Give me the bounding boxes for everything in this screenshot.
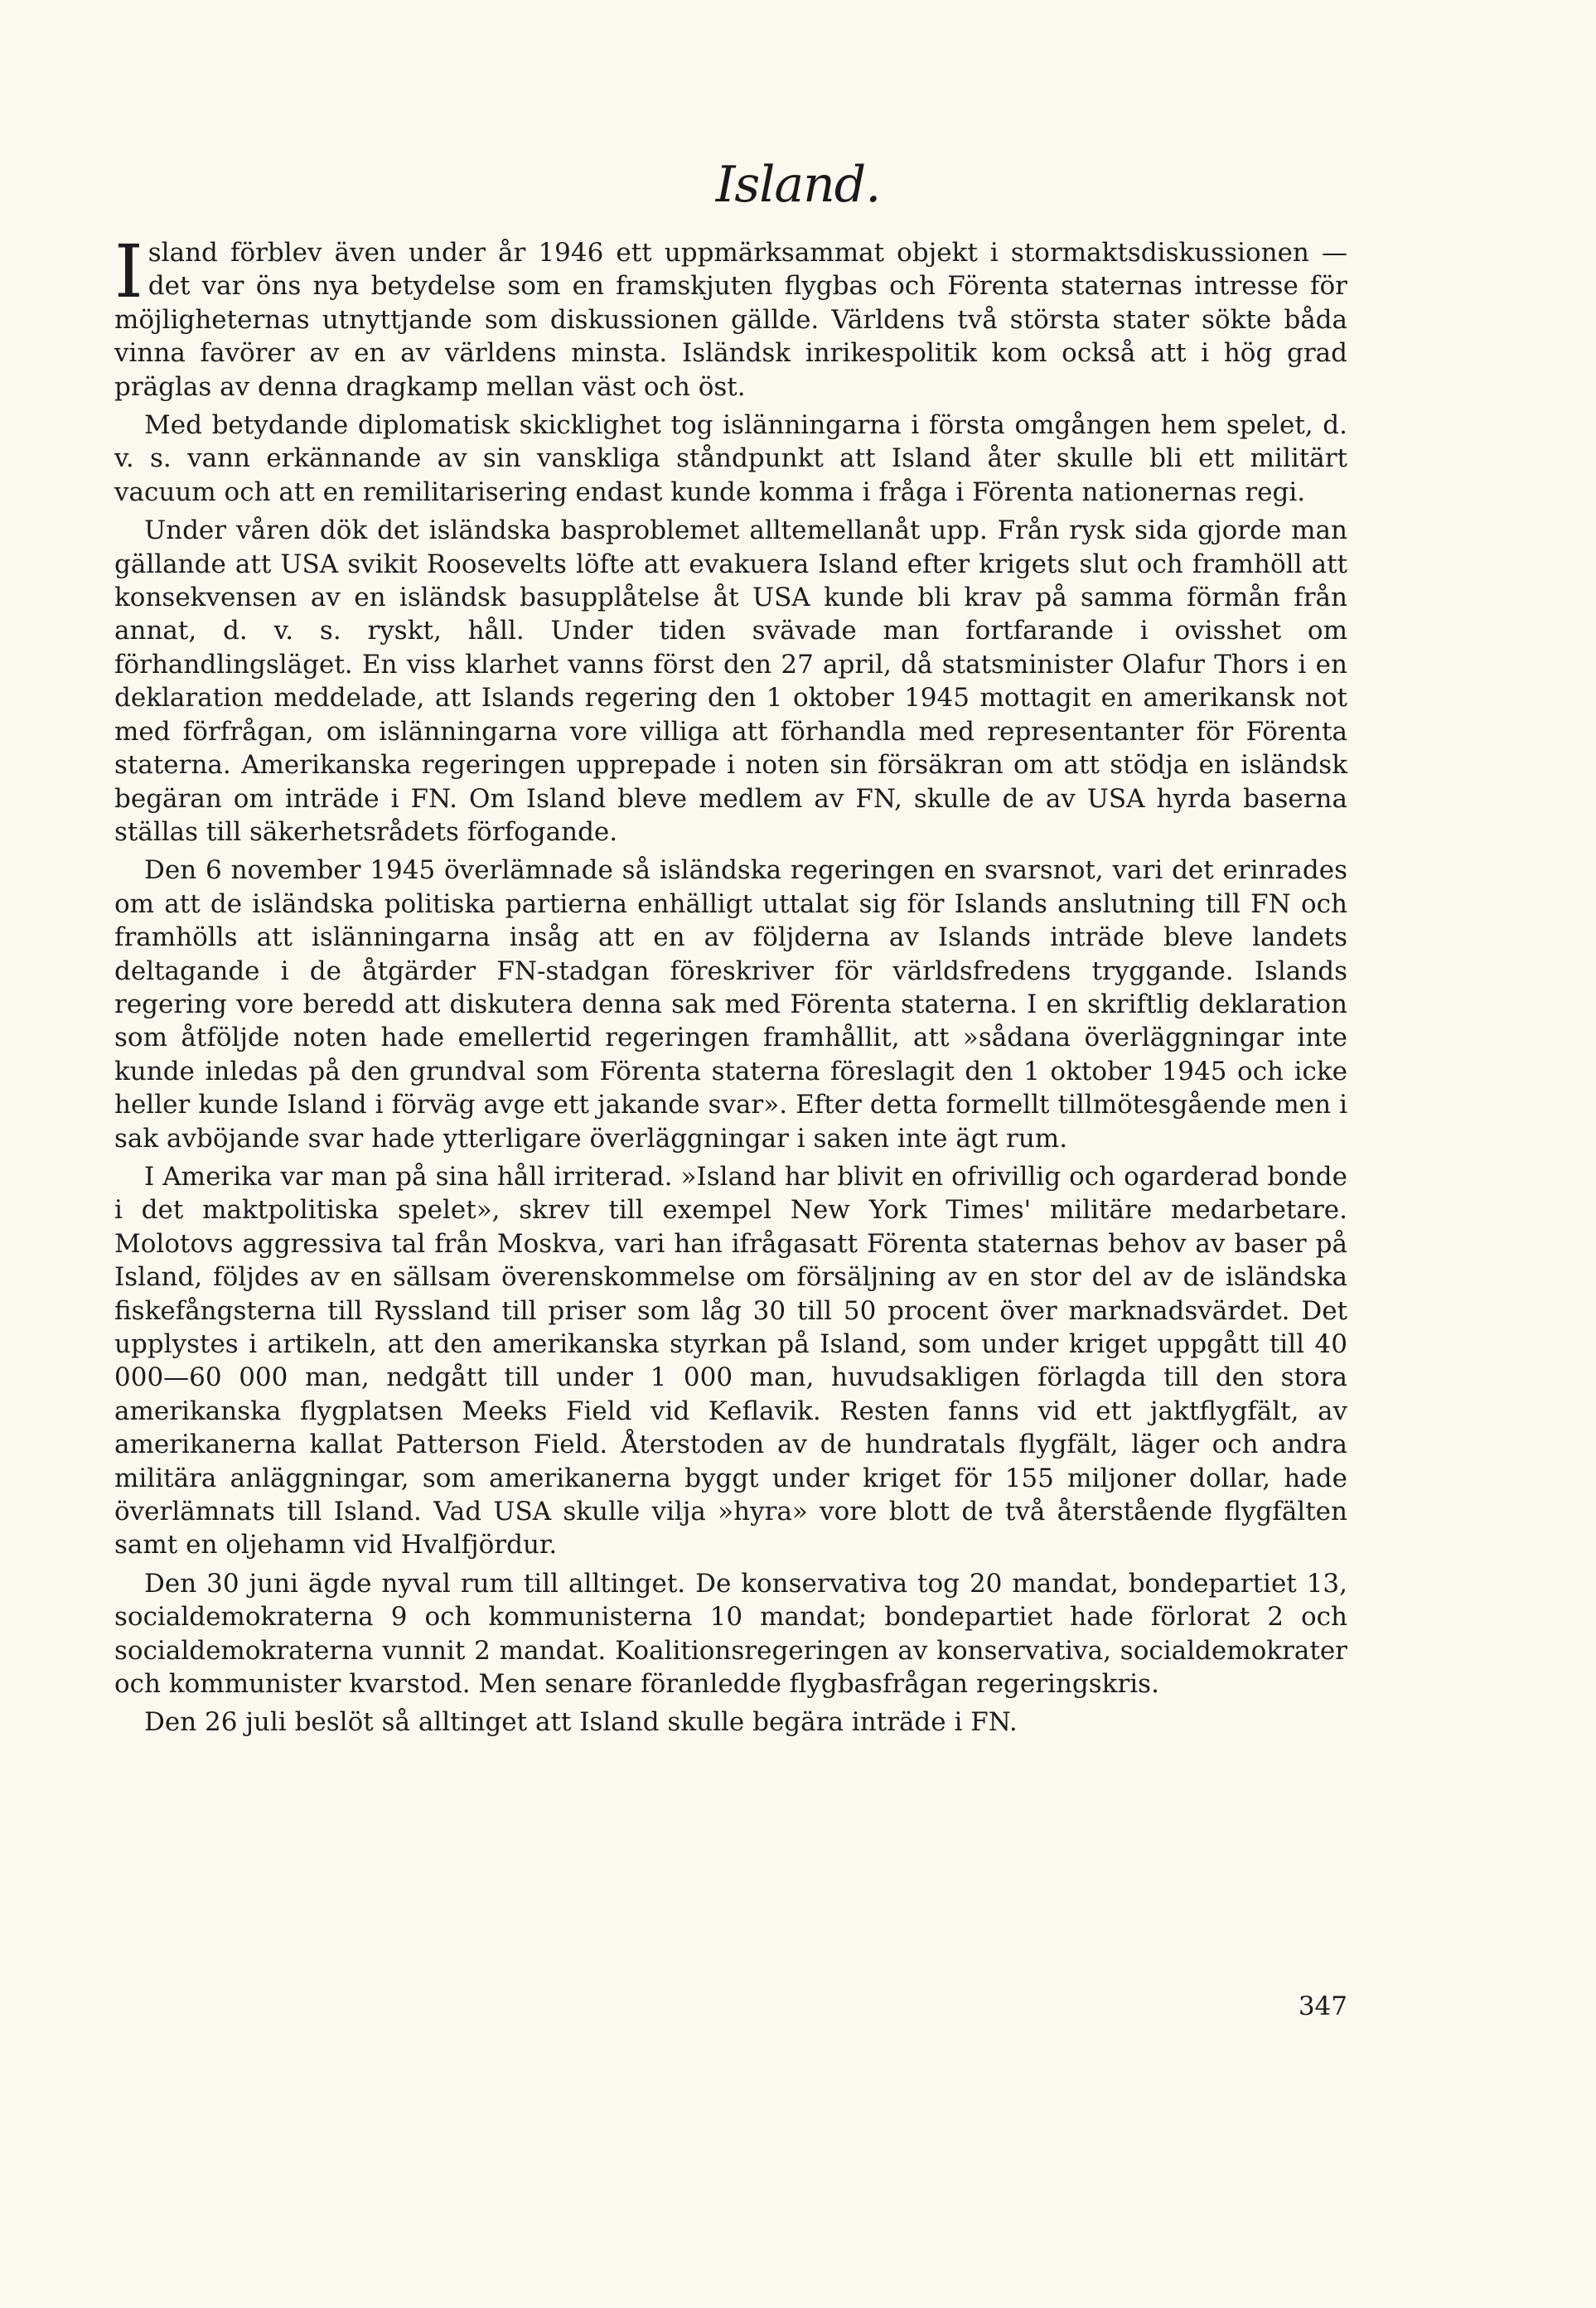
paragraph-1 [114, 229, 1347, 404]
drop-cap: I [114, 229, 143, 314]
paragraph-4: Den 6 november 1945 överlämnade så isländska regeringen en svarsnot, vari det erinrades om att de isländska politiska partierna enhälligt uttalat sig för Islands anslutning till FN och framhölls att islänningarna insåg att en av följderna av Islands inträde bleve landets deltagande i de åtgärder FN-stadgan föreskriver för världsfredens tryggande. Islands regering vore beredd att diskutera denna sak med Förenta staterna. I en skriftlig deklaration som åtföljde noten hade emellertid regeringen framhållit, att »sådana överläggningar inte kunde inledas på den grundval som Förenta staterna föreslagit den 1 oktober 1945 och icke heller kunde Island i förväg avge ett jakande svar». Efter detta formellt tillmötesgående men i sak avböjande svar hade ytterligare överläggningar i saken inte ägt rum. [114, 855, 1347, 1154]
paragraph-6: Den 30 juni ägde nyval rum till alltinget. De konservativa tog 20 mandat, bondepartiet 13, socialdemokraterna 9 och kommunisterna 10 mandat; bondepartiet hade förlorat 2 och socialdemokraterna vunnit 2 mandat. Koalitionsregeringen av konservativa, socialdemokrater och kommunister kvarstod. Men senare föranledde flygbasfrågan regeringskris. [114, 1568, 1347, 1700]
paragraph-2: Med betydande diplomatisk skicklighet tog islänningarna i första omgången hem spelet, d. v. s. vann erkännande av sin vanskliga ståndpunkt att Island åter skulle bli ett militärt vacuum och att en remilitarisering endast kunde komma i fråga i Förenta nationernas regi. [114, 410, 1347, 507]
paragraph-5: I Amerika var man på sina håll irriterad. »Island har blivit en ofrivillig och ogarderad bonde i det maktpolitiska spelet», skrev till exempel New York Times' militäre medarbetare. Molotovs aggressiva tal från Moskva, vari han ifrågasatt Förenta staternas behov av baser på Island, följdes av en sällsam överenskommelse om försäljning av en stor del av de isländska fiskefångsterna till Ryssland till priser som låg 30 till 50 procent över marknadsvärdet. Det upplystes i artikeln, att den amerikanska styrkan på Island, som under kriget uppgått till 40 000—60 000 man, nedgått till under 1 000 man, huvudsakligen förlagda till den stora amerikanska flygplatsen Meeks Field vid Keflavik. Resten fanns vid ett jaktflygfält, av amerikanerna kallat Patterson Field. Återstoden av de hundratals flygfält, läger och andra militära anläggningar, som amerikanerna byggt under kriget för 155 miljoner dollar, hade överlämnats till Island. Vad USA skulle vilja »hyra» vore blott de två återstående flygfälten samt en oljehamn vid Hvalfjördur. [114, 1161, 1347, 1560]
page-number: 347 [1298, 1991, 1347, 2021]
paragraph-1-text: sland förblev även under år 1946 ett uppmärksammat objekt i stormaktsdiskussionen — det var öns nya betydelse som en framskjuten flygbas och Förenta staternas intresse för möjligheternas utnyttjande som diskussionen gällde. Världens två största stater sökte båda vinna favörer av en av världens minsta. Isländsk inrikespolitik kom också att i hög grad präglas av denna dragkamp mellan väst och öst. [114, 238, 1347, 402]
page-heading: Island. [715, 156, 881, 214]
paragraph-7: Den 26 juli beslöt så alltinget att Island skulle begära inträde i FN. [144, 1707, 1018, 1738]
body-text [114, 229, 1347, 1744]
paragraph-3: Under våren dök det isländska basproblemet alltemellanåt upp. Från rysk sida gjorde man gällande att USA svikit Roosevelts löfte att evakuera Island efter krigets slut och framhöll att konsekvensen av en isländsk basupplåtelse åt USA kunde bli krav på samma förmån från annat, d. v. s. ryskt, håll. Under tiden svävade man fortfarande i ovisshet om förhandlingsläget. En viss klarhet vanns först den 27 april, då statsminister Olafur Thors i en deklaration meddelade, att Islands regering den 1 oktober 1945 mottagit en amerikansk not med förfrågan, om islänningarna vore villiga att förhandla med representanter för Förenta staterna. Amerikanska regeringen upprepade i noten sin försäkran om att stödja en isländsk begäran om inträde i FN. Om Island bleve medlem av FN, skulle de av USA hyrda baserna ställas till säkerhetsrådets förfogande. [114, 515, 1347, 847]
